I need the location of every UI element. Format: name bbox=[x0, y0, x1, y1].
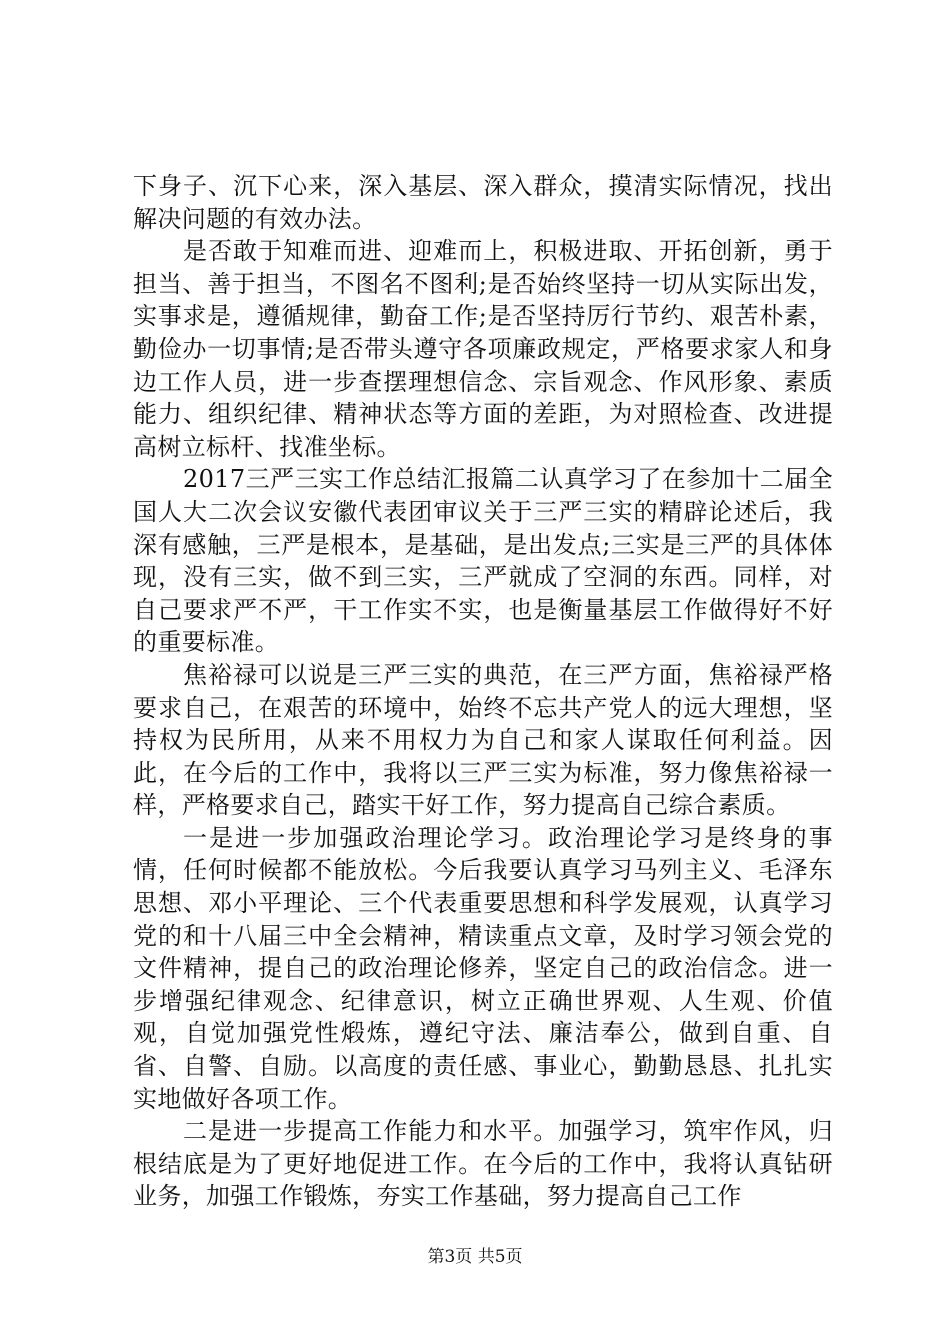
paragraph-continuation: 下身子、沉下心来，深入基层、深入群众，摸清实际情况，找出解决问题的有效办法。 bbox=[133, 172, 833, 233]
paragraph-point-two: 二是进一步提高工作能力和水平。加强学习，筑牢作风，归根结底是为了更好地促进工作。在今后的工作中，我将认真钻研业务，加强工作锻炼，夯实工作基础，努力提高自己工作 bbox=[133, 1117, 833, 1211]
document-body bbox=[133, 170, 833, 1213]
paragraph-report-two: 2017三严三实工作总结汇报篇二认真学习了在参加十二届全国人大二次会议安徽代表团审议关于三严三实的精辟论述后，我深有感触，三严是根本，是基础，是出发点;三实是三严的具体体现，没有三实，做不到三实，三严就成了空洞的东西。同样，对自己要求严不严，干工作实不实，也是衡量基层工作做得好不好的重要标准。 bbox=[133, 465, 833, 657]
paragraph-point-one: 一是进一步加强政治理论学习。政治理论学习是终身的事情，任何时候都不能放松。今后我要认真学习马列主义、毛泽东思想、邓小平理论、三个代表重要思想和科学发展观，认真学习党的和十八届三中全会精神，精读重点文章，及时学习领会党的文件精神，提自己的政治理论修养，坚定自己的政治信念。进一步增强纪律观念、纪律意识，树立正确世界观、人生观、价值观，自觉加强党性煅炼，遵纪守法、廉洁奉公，做到自重、自省、自警、自励。以高度的责任感、事业心，勤勤恳恳、扎扎实实地做好各项工作。 bbox=[133, 823, 833, 1113]
paragraph-jiao-yulu: 焦裕禄可以说是三严三实的典范，在三严方面，焦裕禄严格要求自己，在艰苦的环境中，始终不忘共产党人的远大理想，坚持权为民所用，从来不用权力为自己和家人谋取任何利益。因此，在今后的工作中，我将以三严三实为标准，努力像焦裕禄一样，严格要求自己，踏实干好工作，努力提高自己综合素质。 bbox=[133, 660, 833, 820]
page-number-footer: 第3页 共5页 bbox=[427, 1247, 523, 1267]
paragraph-self-check: 是否敢于知难而进、迎难而上，积极进取、开拓创新，勇于担当、善于担当，不图名不图利;是否始终坚持一切从实际出发，实事求是，遵循规律，勤奋工作;是否坚持厉行节约、艰苦朴素，勤俭办一切事情;是否带头遵守各项廉政规定，严格要求家人和身边工作人员，进一步查摆理想信念、宗旨观念、作风形象、素质能力、组织纪律、精神状态等方面的差距，为对照检查、改进提高树立标杆、找准坐标。 bbox=[133, 237, 833, 461]
